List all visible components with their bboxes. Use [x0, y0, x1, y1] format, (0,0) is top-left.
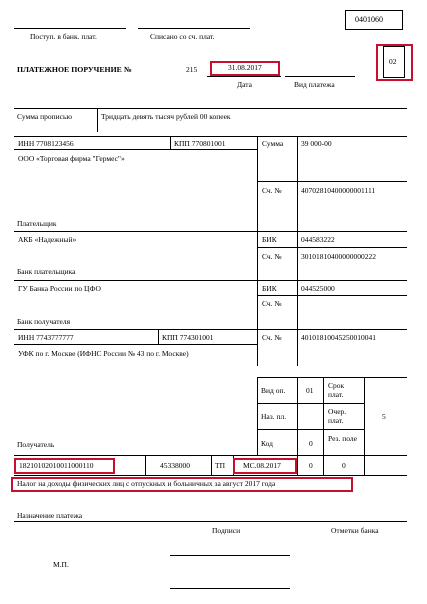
payee-bank-name: ГУ Банка России по ЦФО: [18, 284, 101, 293]
payer-account-label: Сч. №: [262, 186, 282, 195]
period-highlight: [233, 458, 297, 474]
payer-bik: 044583222: [301, 235, 335, 244]
kbk: 18210102010011000110: [19, 461, 94, 470]
op-type-label: Вид оп.: [261, 386, 286, 395]
payment-type-label: Вид платежа: [294, 80, 335, 89]
payee-name: УФК по г. Москве (ИФНС России № 43 по г. Москве): [18, 349, 189, 358]
payer-bank-name: АКБ «Надежный»: [18, 235, 77, 244]
document-title: ПЛАТЕЖНОЕ ПОРУЧЕНИЕ №: [17, 65, 132, 74]
payee-bank-label: Банк получателя: [17, 317, 71, 326]
signatures-label: Подписи: [212, 526, 241, 535]
doc-number: 0: [309, 461, 313, 470]
purpose-label: Назначение платежа: [17, 511, 83, 520]
payer-name: ООО «Торговая фирма "Гермес"»: [18, 154, 125, 163]
tax-period: МС.08.2017: [243, 461, 281, 470]
payee-bank-account-label: Сч. №: [262, 299, 282, 308]
payee-bik: 044525000: [301, 284, 335, 293]
payer-bank-account-label: Сч. №: [262, 252, 282, 261]
document-number: 215: [186, 65, 198, 74]
amount-label: Сумма: [262, 139, 284, 148]
payer-inn: ИНН 7708123456: [18, 139, 74, 148]
payer-bik-label: БИК: [262, 235, 277, 244]
amount-words-label: Сумма прописью: [17, 112, 73, 121]
bank-marks-label: Отметки банка: [331, 526, 379, 535]
order-label: Очер. плат.: [328, 407, 347, 426]
debited-label: Списано со сч. плат.: [150, 32, 215, 41]
payee-account-label: Сч. №: [262, 333, 282, 342]
code-value: 0: [309, 439, 313, 448]
payer-account: 40702810400000001111: [301, 186, 376, 195]
status-code: 02: [389, 57, 397, 66]
document-date: 31.08.2017: [228, 63, 262, 72]
signature-line-1: [170, 555, 290, 556]
term-label: Срок плат.: [328, 381, 345, 400]
oktmo: 45338000: [160, 461, 190, 470]
payer-label: Плательщик: [17, 219, 57, 228]
payee-kpp: КПП 774301001: [162, 333, 214, 342]
purpose-code-label: Наз. пл.: [261, 412, 287, 421]
kbk-highlight: [14, 458, 115, 474]
doc-date: 0: [342, 461, 346, 470]
status-highlight: [376, 44, 413, 81]
tax-basis: ТП: [215, 461, 225, 470]
order-value: 5: [382, 412, 386, 421]
amount-words: Тридцать девять тысяч рублей 00 копеек: [101, 112, 231, 121]
payee-label: Получатель: [17, 440, 55, 449]
payer-bank-account: 30101810400000000222: [301, 252, 376, 261]
op-type: 01: [306, 386, 314, 395]
date-label: Дата: [237, 80, 252, 89]
purpose-highlight: [11, 477, 353, 492]
payee-account: 40101810045250010041: [301, 333, 376, 342]
date-highlight: [210, 61, 280, 76]
payee-bik-label: БИК: [262, 284, 277, 293]
reserve-label: Рез. поле: [328, 434, 357, 443]
amount-value: 39 000-00: [301, 139, 332, 148]
payee-inn: ИНН 7743777777: [18, 333, 74, 342]
payer-bank-label: Банк плательщика: [17, 267, 76, 276]
code-label: Код: [261, 439, 273, 448]
payment-purpose: Налог на доходы физических лиц с отпускных и больничных за август 2017 года: [17, 479, 276, 488]
payer-kpp: КПП 770801001: [174, 139, 226, 148]
form-code: 0401060: [355, 15, 383, 24]
received-label: Поступ. в банк. плат.: [30, 32, 97, 41]
stamp-label: М.П.: [53, 560, 69, 569]
signature-line-2: [170, 588, 290, 589]
